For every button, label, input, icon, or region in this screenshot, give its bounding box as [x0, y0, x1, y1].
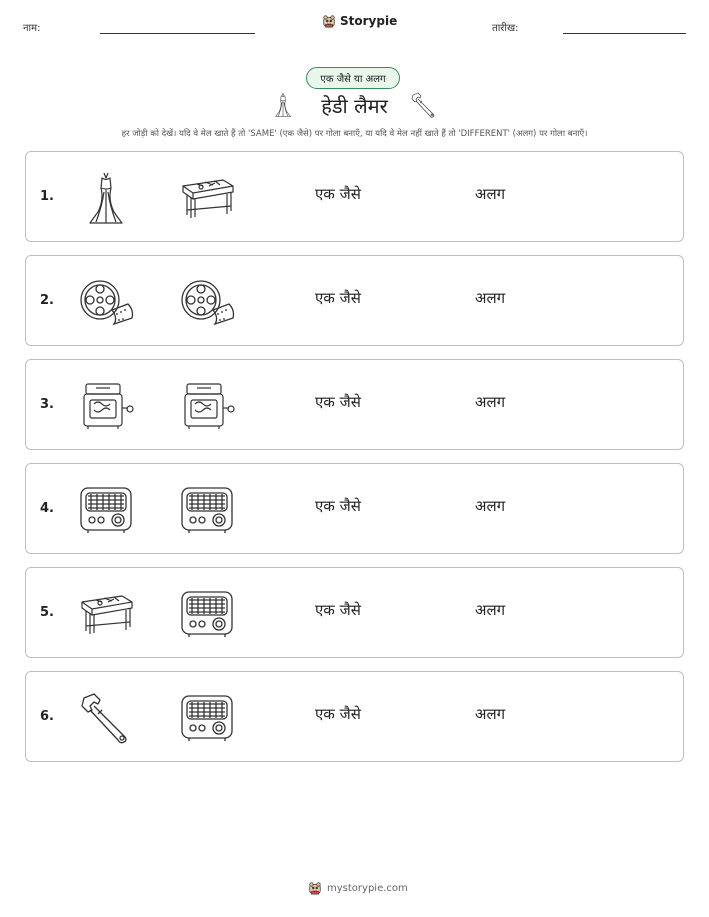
question-row-1 — [25, 151, 684, 242]
instructions: हर जोड़ी को देखें। यदि वे मेल खाते हैं तो 'SAME' (एक जैसे) पर गोला बनाएँ, या यदि वे मेल नहीं खाते हैं तो 'DIFFERENT' (अलग) पर गोला बनाएँ। — [121, 129, 588, 139]
same-option[interactable]: एक जैसे — [315, 185, 361, 203]
question-number: 3. — [40, 397, 54, 412]
question-number: 5. — [40, 605, 54, 620]
footer-site[interactable]: mystorypie.com — [327, 882, 408, 894]
date-line[interactable] — [563, 33, 686, 34]
music-box-icon — [179, 378, 235, 434]
question-number: 6. — [40, 709, 54, 724]
workbench-icon — [78, 586, 134, 642]
different-option[interactable]: अलग — [475, 497, 506, 515]
wrench-icon — [78, 690, 134, 746]
worksheet-tag: एक जैसे या अलग — [306, 67, 400, 89]
footer — [308, 881, 408, 895]
wrench-icon — [410, 90, 438, 120]
storypie-logo-icon — [322, 14, 336, 28]
date-label: तारीख: — [492, 23, 519, 34]
radio-icon — [78, 482, 134, 538]
film-reel-icon — [179, 274, 235, 330]
name-line[interactable] — [100, 33, 255, 34]
question-row-4 — [25, 463, 684, 554]
radio-icon — [179, 482, 235, 538]
music-box-icon — [78, 378, 134, 434]
storypie-logo-icon — [308, 881, 322, 895]
same-option[interactable]: एक जैसे — [315, 601, 361, 619]
question-row-3 — [25, 359, 684, 450]
name-label: नाम: — [23, 23, 41, 34]
page-title: हेडी लैमर — [321, 94, 388, 118]
workbench-icon — [179, 170, 235, 226]
same-option[interactable]: एक जैसे — [315, 393, 361, 411]
question-row-5 — [25, 567, 684, 658]
different-option[interactable]: अलग — [475, 393, 506, 411]
same-option[interactable]: एक जैसे — [315, 289, 361, 307]
question-number: 2. — [40, 293, 54, 308]
different-option[interactable]: अलग — [475, 185, 506, 203]
question-number: 4. — [40, 501, 54, 516]
same-option[interactable]: एक जैसे — [315, 497, 361, 515]
gown-icon — [78, 170, 134, 226]
different-option[interactable]: अलग — [475, 289, 506, 307]
question-number: 1. — [40, 189, 54, 204]
different-option[interactable]: अलग — [475, 601, 506, 619]
same-option[interactable]: एक जैसे — [315, 705, 361, 723]
question-row-6 — [25, 671, 684, 762]
radio-icon — [179, 690, 235, 746]
radio-icon — [179, 586, 235, 642]
brand-name: Storypie — [340, 14, 398, 28]
brand-logo — [322, 14, 397, 28]
question-row-2 — [25, 255, 684, 346]
different-option[interactable]: अलग — [475, 705, 506, 723]
film-reel-icon — [78, 274, 134, 330]
